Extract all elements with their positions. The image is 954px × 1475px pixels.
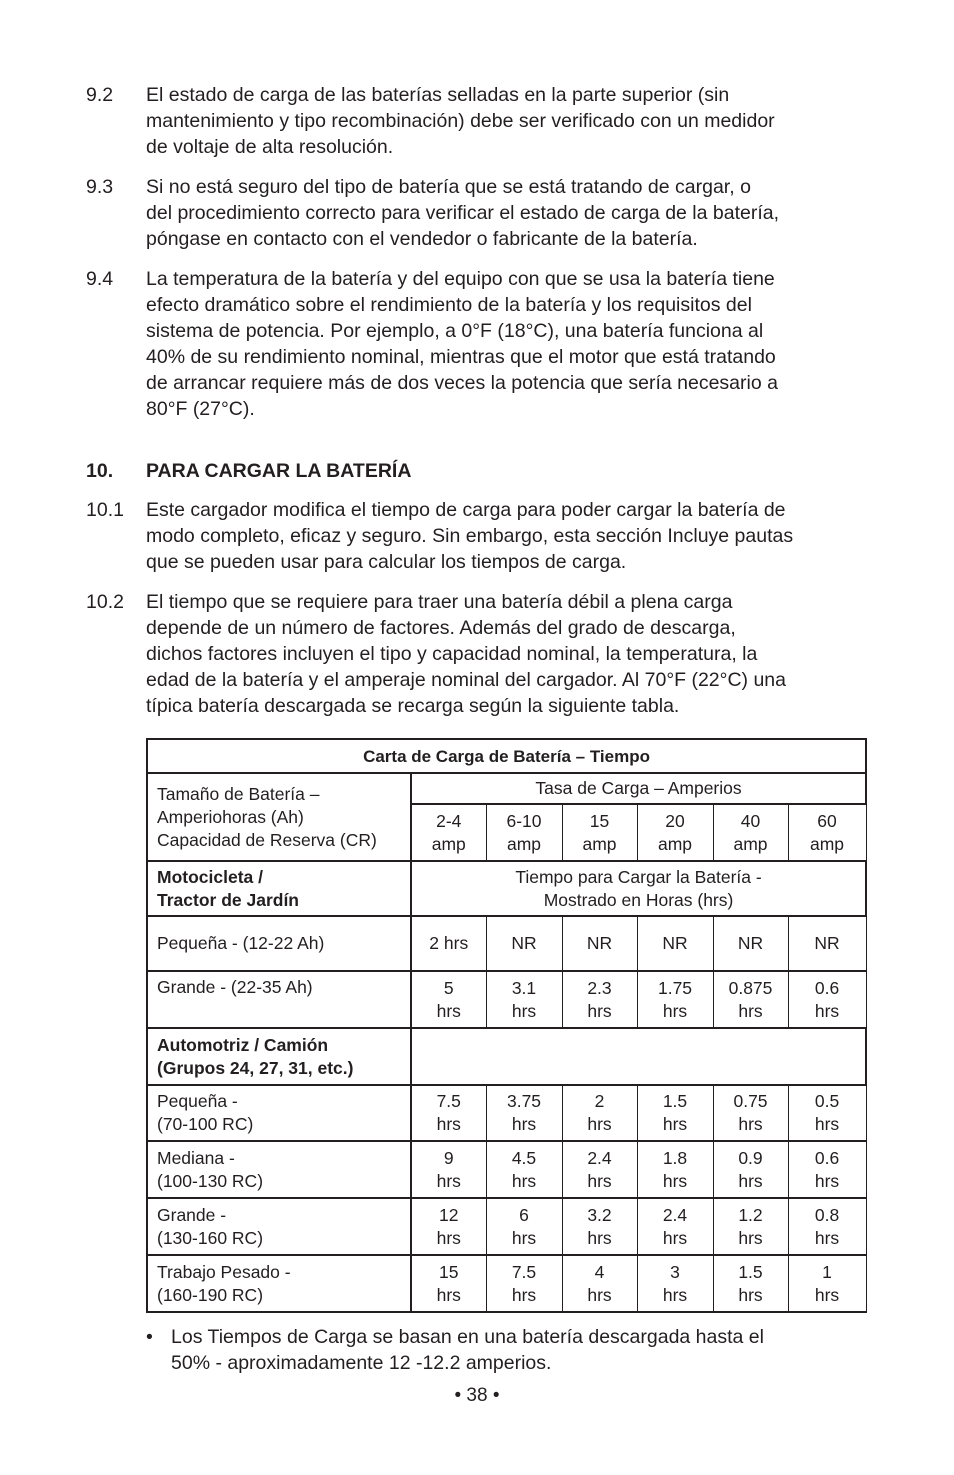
paragraph-number: 9.3 bbox=[86, 176, 114, 198]
value-cell: NR bbox=[637, 916, 713, 971]
group-label: Automotriz / Camión (Grupos 24, 27, 31, etc.) bbox=[147, 1028, 411, 1085]
paragraph-text bbox=[146, 497, 876, 575]
value-cell: 0.5 hrs bbox=[788, 1085, 866, 1141]
text-line: Este cargador modifica el tiempo de carga para poder cargar la batería de bbox=[146, 499, 786, 521]
row-label: Trabajo Pesado - (160-190 RC) bbox=[147, 1255, 411, 1312]
section-number: 10. bbox=[86, 460, 114, 482]
value-cell: 1.5 hrs bbox=[637, 1085, 713, 1141]
value-cell: 2.3 hrs bbox=[562, 971, 637, 1028]
text-line: modo completo, eficaz y seguro. Sin embargo, esta sección Incluye pautas bbox=[146, 525, 794, 547]
value-cell: 0.75 hrs bbox=[713, 1085, 788, 1141]
value-cell: 7.5 hrs bbox=[411, 1085, 486, 1141]
paragraph-number: 10.2 bbox=[86, 591, 124, 613]
paragraph-text bbox=[146, 266, 876, 422]
footnote-bullet bbox=[146, 1324, 866, 1376]
group-row-motorcycle bbox=[147, 861, 866, 916]
group-empty-cell bbox=[411, 1028, 866, 1085]
text-line: El tiempo que se requiere para traer una batería débil a plena carga bbox=[146, 591, 733, 613]
bullet-symbol: • bbox=[146, 1326, 153, 1348]
paragraph-text bbox=[146, 174, 876, 252]
header-line: Tamaño de Batería – bbox=[157, 783, 320, 804]
text-line: 40% de su rendimiento nominal, mientras que el motor que está tratando bbox=[146, 346, 776, 368]
paragraph-9-3 bbox=[86, 174, 876, 252]
text-line: 80°F (27°C). bbox=[146, 398, 255, 420]
value-cell: 0.6 hrs bbox=[788, 971, 866, 1028]
value-cell: 9 hrs bbox=[411, 1141, 486, 1198]
text-line: La temperatura de la batería y del equipo con que se usa la batería tiene bbox=[146, 268, 775, 290]
text-line: mantenimiento y tipo recombinación) debe ser verificado con un medidor bbox=[146, 110, 775, 132]
value-cell: 0.8 hrs bbox=[788, 1198, 866, 1255]
table-row bbox=[147, 1141, 866, 1198]
value-cell: 0.6 hrs bbox=[788, 1141, 866, 1198]
text-line: edad de la batería y el amperaje nominal del cargador. Al 70°F (22°C) una bbox=[146, 669, 786, 691]
table-row bbox=[147, 971, 866, 1028]
text-line: de arrancar requiere más de dos veces la potencia que sería necesario a bbox=[146, 372, 778, 394]
text-line: efecto dramático sobre el rendimiento de la batería y los requisitos del bbox=[146, 294, 752, 316]
value-cell: 3.75 hrs bbox=[486, 1085, 562, 1141]
value-cell: 2 hrs bbox=[562, 1085, 637, 1141]
value-cell: 0.875 hrs bbox=[713, 971, 788, 1028]
row-label: Grande - (22-35 Ah) bbox=[147, 971, 411, 1028]
text-line: sistema de potencia. Por ejemplo, a 0°F (18°C), una batería funciona al bbox=[146, 320, 764, 342]
value-cell: NR bbox=[713, 916, 788, 971]
value-cell: NR bbox=[562, 916, 637, 971]
rate-cell: 15 amp bbox=[562, 804, 637, 861]
header-line: Amperiohoras (Ah) bbox=[157, 806, 304, 827]
rate-cell: 40 amp bbox=[713, 804, 788, 861]
value-cell: 0.9 hrs bbox=[713, 1141, 788, 1198]
paragraph-10-2 bbox=[86, 589, 876, 719]
rate-cell: 20 amp bbox=[637, 804, 713, 861]
rate-cell: 6-10 amp bbox=[486, 804, 562, 861]
rate-cell: 2-4 amp bbox=[411, 804, 486, 861]
value-cell: 3.2 hrs bbox=[562, 1198, 637, 1255]
text-line: El estado de carga de las baterías selladas en la parte superior (sin bbox=[146, 84, 730, 106]
value-cell: 7.5 hrs bbox=[486, 1255, 562, 1312]
value-cell: 1.5 hrs bbox=[713, 1255, 788, 1312]
header-line: Capacidad de Reserva (CR) bbox=[157, 829, 377, 850]
value-cell: 2.4 hrs bbox=[637, 1198, 713, 1255]
value-cell: 2.4 hrs bbox=[562, 1141, 637, 1198]
paragraph-10-1 bbox=[86, 497, 876, 575]
paragraph-9-4 bbox=[86, 266, 876, 422]
text-line: Los Tiempos de Carga se basan en una batería descargada hasta el bbox=[171, 1326, 764, 1348]
value-cell: 5 hrs bbox=[411, 971, 486, 1028]
value-cell: 1.2 hrs bbox=[713, 1198, 788, 1255]
text-line: que se pueden usar para calcular los tiempos de carga. bbox=[146, 551, 627, 573]
value-cell: 1.8 hrs bbox=[637, 1141, 713, 1198]
text-line: dichos factores incluyen el tipo y capacidad nominal, la temperatura, la bbox=[146, 643, 758, 665]
text-line: póngase en contacto con el vendedor o fabricante de la batería. bbox=[146, 228, 698, 250]
row-label: Mediana - (100-130 RC) bbox=[147, 1141, 411, 1198]
page-number: • 38 • bbox=[454, 1385, 500, 1406]
text-line: de voltaje de alta resolución. bbox=[146, 136, 394, 158]
section-title: PARA CARGAR LA BATERÍA bbox=[146, 460, 412, 482]
text-line: típica batería descargada se recarga según la siguiente tabla. bbox=[146, 695, 680, 717]
section-heading bbox=[86, 458, 411, 484]
group-note: Tiempo para Cargar la Batería - Mostrado en Horas (hrs) bbox=[411, 861, 866, 916]
text-line: depende de un número de factores. Además del grado de descarga, bbox=[146, 617, 736, 639]
value-cell: 12 hrs bbox=[411, 1198, 486, 1255]
text-line: del procedimiento correcto para verificar el estado de carga de la batería, bbox=[146, 202, 780, 224]
table-row bbox=[147, 916, 866, 971]
table-row bbox=[147, 1085, 866, 1141]
value-cell: 2 hrs bbox=[411, 916, 486, 971]
value-cell: 6 hrs bbox=[486, 1198, 562, 1255]
charge-time-table bbox=[146, 738, 867, 1313]
paragraph-number: 9.2 bbox=[86, 84, 114, 106]
group-label: Motocicleta / Tractor de Jardín bbox=[147, 861, 411, 916]
paragraph-text bbox=[146, 589, 876, 719]
paragraph-9-2 bbox=[86, 82, 876, 160]
value-cell: NR bbox=[486, 916, 562, 971]
table-row bbox=[147, 1198, 866, 1255]
value-cell: NR bbox=[788, 916, 866, 971]
text-line: Si no está seguro del tipo de batería que se está tratando de cargar, o bbox=[146, 176, 751, 198]
text-line: 50% - aproximadamente 12 -12.2 amperios. bbox=[171, 1352, 552, 1374]
value-cell: 1 hrs bbox=[788, 1255, 866, 1312]
group-row-automotive bbox=[147, 1028, 866, 1085]
value-cell: 3.1 hrs bbox=[486, 971, 562, 1028]
table-title: Carta de Carga de Batería – Tiempo bbox=[147, 739, 866, 773]
rate-cell: 60 amp bbox=[788, 804, 866, 861]
value-cell: 4.5 hrs bbox=[486, 1141, 562, 1198]
value-cell: 4 hrs bbox=[562, 1255, 637, 1312]
table-row bbox=[147, 1255, 866, 1312]
row-label: Grande - (130-160 RC) bbox=[147, 1198, 411, 1255]
header-battery-size bbox=[147, 773, 411, 861]
row-label: Pequeña - (12-22 Ah) bbox=[147, 916, 411, 971]
value-cell: 3 hrs bbox=[637, 1255, 713, 1312]
paragraph-number: 10.1 bbox=[86, 499, 124, 521]
row-label: Pequeña - (70-100 RC) bbox=[147, 1085, 411, 1141]
value-cell: 15 hrs bbox=[411, 1255, 486, 1312]
paragraph-number: 9.4 bbox=[86, 268, 114, 290]
bullet-text bbox=[171, 1324, 764, 1376]
value-cell: 1.75 hrs bbox=[637, 971, 713, 1028]
header-charge-rate: Tasa de Carga – Amperios bbox=[411, 773, 866, 804]
paragraph-text bbox=[146, 82, 876, 160]
